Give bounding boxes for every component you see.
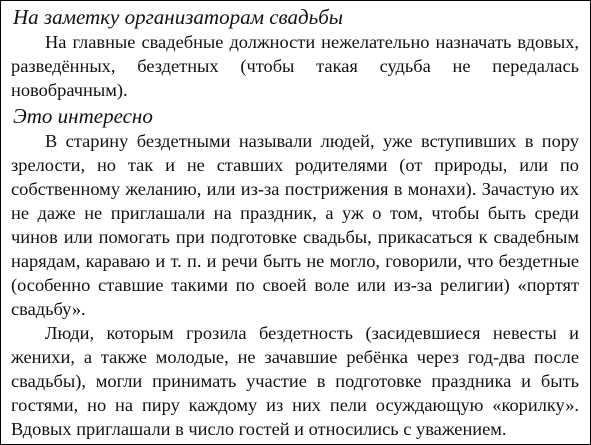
organizers-note-section: [11, 4, 579, 102]
section-title-interesting: Это интересно: [13, 104, 153, 128]
paragraph: В старину бездетными называли людей, уже вступивших в пору зрелости, но так и не ставших родителями (от природы, или по собственному желанию, или из-за пострижения в монахи). Зачастую их не даже не приглашали на праздник, а уж о том, чтобы быть среди чинов или помогать при подготовке свадьбы, прикасаться к свадебным нарядам, караваю и т. п. и речи быть не могло, говорили, что бездетные (особенно ставшие такими по своей воле или из-за религии) «портят свадьбу».: [11, 131, 579, 319]
section-title-organizers-note: На заметку организаторам свадьбы: [13, 5, 343, 29]
interesting-fact-section: [11, 103, 579, 441]
paragraph: Люди, которым грозила бездетность (засидевшиеся невесты и женихи, а также молодые, не зачавшие ребёнка через год-два после свадьбы), могли принимать участие в подготовке праздника и быть гостями, но на пиру каждому из них пели осуждающую «корилку». Вдовых приглашали в число гостей и относились с уважением.: [11, 323, 579, 439]
paragraph: На главные свадебные должности нежелательно назначать вдовых, разведённых, бездетных (чтобы такая судьба не передалась новобрачным).: [11, 32, 579, 100]
